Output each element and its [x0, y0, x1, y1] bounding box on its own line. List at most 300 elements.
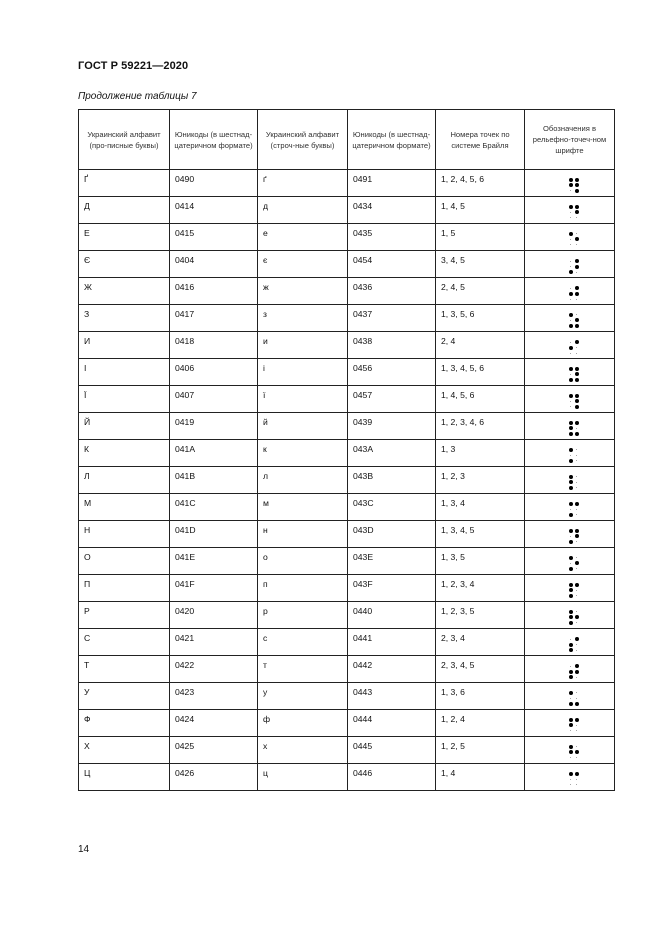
braille-dot-6: [575, 324, 579, 328]
lower-letter-cell: ї: [258, 386, 348, 413]
braille-dot-3: [569, 189, 573, 193]
braille-dots-cell: 1, 3, 5: [436, 548, 525, 575]
braille-dot-2: [569, 210, 573, 214]
braille-dot-6: [575, 243, 579, 247]
braille-dot-4: [575, 772, 579, 776]
braille-symbol-cell: [525, 224, 615, 251]
braille-dot-3: [569, 405, 573, 409]
upper-unicode-cell: 0404: [170, 251, 258, 278]
upper-unicode-cell: 041E: [170, 548, 258, 575]
braille-dot-6: [575, 432, 579, 436]
braille-dot-3: [569, 567, 573, 571]
braille-dot-2: [569, 318, 573, 322]
upper-unicode-cell: 041B: [170, 467, 258, 494]
braille-dots-cell: 2, 4: [436, 332, 525, 359]
lower-letter-cell: є: [258, 251, 348, 278]
braille-dot-3: [569, 594, 573, 598]
header-lower-letter: Украинский алфавит (строч-ные буквы): [258, 110, 348, 170]
braille-dot-4: [575, 556, 579, 560]
braille-dot-3: [569, 729, 573, 733]
braille-dot-3: [569, 540, 573, 544]
braille-dot-5: [575, 480, 579, 484]
braille-dot-2: [569, 399, 573, 403]
braille-dot-1: [569, 637, 573, 641]
lower-letter-cell: ґ: [258, 170, 348, 197]
braille-dot-2: [569, 750, 573, 754]
braille-dot-6: [575, 675, 579, 679]
table-row: [79, 548, 615, 575]
braille-dot-6: [575, 486, 579, 490]
lower-letter-cell: у: [258, 683, 348, 710]
lower-letter-cell: и: [258, 332, 348, 359]
braille-dot-6: [575, 270, 579, 274]
lower-unicode-cell: 0436: [348, 278, 436, 305]
braille-dot-6: [575, 540, 579, 544]
braille-dot-1: [569, 691, 573, 695]
braille-dot-4: [575, 583, 579, 587]
braille-dot-2: [569, 588, 573, 592]
braille-dots-cell: 1, 4: [436, 764, 525, 791]
header-upper-unicode: Юникоды (в шестнад-цатеричном формате): [170, 110, 258, 170]
braille-dot-4: [575, 529, 579, 533]
table-row: [79, 332, 615, 359]
table-header-row: [79, 110, 615, 170]
upper-unicode-cell: 0416: [170, 278, 258, 305]
braille-dot-5: [575, 534, 579, 538]
header-braille-dots: Номера точек по системе Брайля: [436, 110, 525, 170]
lower-unicode-cell: 0456: [348, 359, 436, 386]
upper-letter-cell: Є: [79, 251, 170, 278]
braille-dot-6: [575, 459, 579, 463]
lower-letter-cell: ц: [258, 764, 348, 791]
braille-dot-2: [569, 453, 573, 457]
braille-dot-3: [569, 513, 573, 517]
upper-letter-cell: Ц: [79, 764, 170, 791]
braille-dot-4: [575, 205, 579, 209]
lower-unicode-cell: 0444: [348, 710, 436, 737]
braille-symbol-cell: [525, 440, 615, 467]
table-row: [79, 521, 615, 548]
table-row: [79, 494, 615, 521]
document-title: ГОСТ Р 59221—2020: [78, 60, 189, 72]
braille-dot-6: [575, 513, 579, 517]
table-row: [79, 251, 615, 278]
upper-letter-cell: У: [79, 683, 170, 710]
lower-unicode-cell: 0441: [348, 629, 436, 656]
lower-unicode-cell: 0446: [348, 764, 436, 791]
braille-dot-4: [575, 421, 579, 425]
upper-unicode-cell: 0424: [170, 710, 258, 737]
braille-dot-5: [575, 777, 579, 781]
braille-dot-2: [569, 265, 573, 269]
braille-dot-4: [575, 313, 579, 317]
braille-dot-6: [575, 297, 579, 301]
lower-letter-cell: с: [258, 629, 348, 656]
braille-cell-icon: [569, 637, 579, 652]
lower-letter-cell: е: [258, 224, 348, 251]
braille-dot-1: [569, 205, 573, 209]
braille-dot-3: [569, 270, 573, 274]
braille-dot-3: [569, 216, 573, 220]
lower-unicode-cell: 0443: [348, 683, 436, 710]
braille-cell-icon: [569, 691, 579, 706]
upper-letter-cell: М: [79, 494, 170, 521]
braille-cell-icon: [569, 475, 579, 490]
braille-dot-1: [569, 340, 573, 344]
braille-dot-4: [575, 745, 579, 749]
braille-dot-2: [569, 643, 573, 647]
upper-letter-cell: П: [79, 575, 170, 602]
braille-dot-1: [569, 502, 573, 506]
braille-cell-icon: [569, 259, 579, 274]
lower-letter-cell: р: [258, 602, 348, 629]
braille-cell-icon: [569, 529, 579, 544]
braille-dots-cell: 1, 3, 4, 5, 6: [436, 359, 525, 386]
braille-dot-6: [575, 594, 579, 598]
braille-dot-3: [569, 297, 573, 301]
upper-letter-cell: Д: [79, 197, 170, 224]
braille-dot-6: [575, 351, 579, 355]
braille-dots-cell: 1, 3, 5, 6: [436, 305, 525, 332]
lower-letter-cell: ж: [258, 278, 348, 305]
lower-letter-cell: о: [258, 548, 348, 575]
table-row: [79, 656, 615, 683]
braille-symbol-cell: [525, 764, 615, 791]
upper-unicode-cell: 041C: [170, 494, 258, 521]
upper-letter-cell: Е: [79, 224, 170, 251]
lower-unicode-cell: 043F: [348, 575, 436, 602]
lower-unicode-cell: 0491: [348, 170, 436, 197]
upper-letter-cell: Ї: [79, 386, 170, 413]
braille-cell-icon: [569, 178, 579, 193]
lower-letter-cell: д: [258, 197, 348, 224]
braille-dot-4: [575, 691, 579, 695]
lower-unicode-cell: 0435: [348, 224, 436, 251]
braille-symbol-cell: [525, 656, 615, 683]
braille-symbol-cell: [525, 332, 615, 359]
header-braille-symbol: Обозначения в рельефно-точеч-ном шрифте: [525, 110, 615, 170]
braille-dot-4: [575, 286, 579, 290]
braille-symbol-cell: [525, 683, 615, 710]
lower-unicode-cell: 043A: [348, 440, 436, 467]
lower-unicode-cell: 0457: [348, 386, 436, 413]
table-body: [79, 170, 615, 791]
braille-dot-5: [575, 723, 579, 727]
braille-dot-4: [575, 475, 579, 479]
braille-dot-5: [575, 399, 579, 403]
lower-letter-cell: м: [258, 494, 348, 521]
braille-dot-4: [575, 610, 579, 614]
braille-dot-1: [569, 259, 573, 263]
braille-dot-1: [569, 610, 573, 614]
braille-cell-icon: [569, 502, 579, 517]
braille-dot-4: [575, 394, 579, 398]
braille-symbol-cell: [525, 197, 615, 224]
braille-dot-5: [575, 265, 579, 269]
braille-dot-3: [569, 621, 573, 625]
lower-letter-cell: л: [258, 467, 348, 494]
braille-cell-icon: [569, 448, 579, 463]
upper-letter-cell: Й: [79, 413, 170, 440]
braille-dot-2: [569, 183, 573, 187]
table-row: [79, 602, 615, 629]
header-upper-letter: Украинский алфавит (про-писные буквы): [79, 110, 170, 170]
braille-dot-3: [569, 378, 573, 382]
braille-dot-3: [569, 648, 573, 652]
upper-unicode-cell: 0421: [170, 629, 258, 656]
table-row: [79, 764, 615, 791]
braille-dot-1: [569, 421, 573, 425]
braille-cell-icon: [569, 772, 579, 787]
lower-unicode-cell: 0438: [348, 332, 436, 359]
braille-dots-cell: 2, 4, 5: [436, 278, 525, 305]
braille-dot-2: [569, 507, 573, 511]
braille-dot-1: [569, 313, 573, 317]
braille-dot-2: [569, 561, 573, 565]
braille-cell-icon: [569, 745, 579, 760]
braille-dots-cell: 1, 2, 5: [436, 737, 525, 764]
table-row: [79, 737, 615, 764]
lower-unicode-cell: 043D: [348, 521, 436, 548]
table-row: [79, 359, 615, 386]
braille-cell-icon: [569, 205, 579, 220]
table-row: [79, 683, 615, 710]
braille-dot-6: [575, 621, 579, 625]
braille-symbol-cell: [525, 629, 615, 656]
braille-table: [78, 109, 615, 791]
upper-unicode-cell: 0426: [170, 764, 258, 791]
braille-dot-5: [575, 372, 579, 376]
upper-letter-cell: О: [79, 548, 170, 575]
upper-letter-cell: И: [79, 332, 170, 359]
table-caption: Продолжение таблицы 7: [78, 91, 197, 102]
table-row: [79, 386, 615, 413]
braille-dot-2: [569, 696, 573, 700]
braille-dot-1: [569, 394, 573, 398]
braille-dot-2: [569, 426, 573, 430]
upper-letter-cell: І: [79, 359, 170, 386]
upper-unicode-cell: 0418: [170, 332, 258, 359]
braille-dot-1: [569, 178, 573, 182]
upper-letter-cell: С: [79, 629, 170, 656]
braille-dot-4: [575, 637, 579, 641]
page-number: 14: [78, 844, 90, 855]
lower-unicode-cell: 043B: [348, 467, 436, 494]
braille-symbol-cell: [525, 494, 615, 521]
braille-cell-icon: [569, 718, 579, 733]
braille-cell-icon: [569, 556, 579, 571]
upper-letter-cell: З: [79, 305, 170, 332]
upper-unicode-cell: 0425: [170, 737, 258, 764]
braille-dot-3: [569, 486, 573, 490]
braille-symbol-cell: [525, 413, 615, 440]
table-row: [79, 575, 615, 602]
braille-dot-1: [569, 529, 573, 533]
braille-dot-6: [575, 405, 579, 409]
braille-cell-icon: [569, 394, 579, 409]
braille-dot-1: [569, 664, 573, 668]
braille-cell-icon: [569, 610, 579, 625]
upper-letter-cell: Ф: [79, 710, 170, 737]
braille-dots-cell: 1, 2, 3, 5: [436, 602, 525, 629]
braille-dot-6: [575, 729, 579, 733]
lower-unicode-cell: 0445: [348, 737, 436, 764]
header-lower-unicode: Юникоды (в шестнад-цатеричном формате): [348, 110, 436, 170]
lower-letter-cell: і: [258, 359, 348, 386]
braille-dot-1: [569, 367, 573, 371]
braille-cell-icon: [569, 367, 579, 382]
braille-dot-5: [575, 453, 579, 457]
upper-unicode-cell: 041D: [170, 521, 258, 548]
braille-dot-4: [575, 448, 579, 452]
table-row: [79, 413, 615, 440]
braille-dot-4: [575, 340, 579, 344]
braille-dot-6: [575, 567, 579, 571]
braille-dot-6: [575, 783, 579, 787]
lower-unicode-cell: 0434: [348, 197, 436, 224]
upper-letter-cell: К: [79, 440, 170, 467]
braille-symbol-cell: [525, 386, 615, 413]
braille-dot-1: [569, 448, 573, 452]
table-row: [79, 224, 615, 251]
lower-unicode-cell: 0454: [348, 251, 436, 278]
braille-symbol-cell: [525, 710, 615, 737]
braille-dots-cell: 3, 4, 5: [436, 251, 525, 278]
braille-dot-1: [569, 772, 573, 776]
braille-dot-2: [569, 346, 573, 350]
braille-dot-4: [575, 718, 579, 722]
braille-dots-cell: 1, 3: [436, 440, 525, 467]
braille-dot-1: [569, 718, 573, 722]
braille-dot-1: [569, 556, 573, 560]
lower-letter-cell: з: [258, 305, 348, 332]
table-row: [79, 467, 615, 494]
lower-unicode-cell: 0442: [348, 656, 436, 683]
braille-dot-2: [569, 480, 573, 484]
upper-letter-cell: Т: [79, 656, 170, 683]
upper-unicode-cell: 0406: [170, 359, 258, 386]
upper-unicode-cell: 0417: [170, 305, 258, 332]
braille-dot-5: [575, 346, 579, 350]
braille-dot-3: [569, 351, 573, 355]
braille-cell-icon: [569, 340, 579, 355]
braille-dot-5: [575, 183, 579, 187]
braille-dot-2: [569, 292, 573, 296]
braille-symbol-cell: [525, 521, 615, 548]
braille-dot-4: [575, 178, 579, 182]
braille-dot-3: [569, 324, 573, 328]
lower-letter-cell: х: [258, 737, 348, 764]
braille-dot-2: [569, 670, 573, 674]
upper-unicode-cell: 0420: [170, 602, 258, 629]
braille-dot-3: [569, 675, 573, 679]
braille-dot-6: [575, 648, 579, 652]
table-row: [79, 710, 615, 737]
lower-unicode-cell: 0439: [348, 413, 436, 440]
upper-unicode-cell: 0415: [170, 224, 258, 251]
upper-unicode-cell: 0407: [170, 386, 258, 413]
upper-letter-cell: Ґ: [79, 170, 170, 197]
braille-dot-4: [575, 259, 579, 263]
braille-cell-icon: [569, 421, 579, 436]
braille-dot-5: [575, 670, 579, 674]
braille-dot-5: [575, 210, 579, 214]
braille-dot-2: [569, 615, 573, 619]
braille-symbol-cell: [525, 737, 615, 764]
braille-dot-3: [569, 432, 573, 436]
braille-dot-2: [569, 534, 573, 538]
braille-cell-icon: [569, 664, 579, 679]
braille-dots-cell: 1, 4, 5, 6: [436, 386, 525, 413]
lower-unicode-cell: 0440: [348, 602, 436, 629]
upper-unicode-cell: 041F: [170, 575, 258, 602]
braille-dots-cell: 2, 3, 4, 5: [436, 656, 525, 683]
braille-dot-4: [575, 664, 579, 668]
braille-cell-icon: [569, 232, 579, 247]
braille-dot-2: [569, 237, 573, 241]
braille-dot-5: [575, 426, 579, 430]
table-row: [79, 197, 615, 224]
upper-unicode-cell: 041A: [170, 440, 258, 467]
braille-dots-cell: 1, 2, 3: [436, 467, 525, 494]
upper-unicode-cell: 0414: [170, 197, 258, 224]
braille-dot-5: [575, 615, 579, 619]
upper-letter-cell: Ж: [79, 278, 170, 305]
lower-letter-cell: т: [258, 656, 348, 683]
braille-dot-1: [569, 583, 573, 587]
table-row: [79, 440, 615, 467]
upper-unicode-cell: 0422: [170, 656, 258, 683]
braille-cell-icon: [569, 286, 579, 301]
braille-dot-6: [575, 189, 579, 193]
braille-dot-2: [569, 372, 573, 376]
braille-dot-2: [569, 777, 573, 781]
braille-symbol-cell: [525, 359, 615, 386]
table-row: [79, 170, 615, 197]
braille-dot-3: [569, 243, 573, 247]
braille-dot-5: [575, 561, 579, 565]
table-row: [79, 278, 615, 305]
braille-dot-5: [575, 237, 579, 241]
braille-dot-3: [569, 702, 573, 706]
braille-dots-cell: 1, 2, 4: [436, 710, 525, 737]
braille-dot-4: [575, 367, 579, 371]
lower-unicode-cell: 043C: [348, 494, 436, 521]
lower-letter-cell: п: [258, 575, 348, 602]
lower-letter-cell: н: [258, 521, 348, 548]
braille-symbol-cell: [525, 467, 615, 494]
braille-symbol-cell: [525, 602, 615, 629]
braille-dot-1: [569, 475, 573, 479]
braille-dots-cell: 1, 3, 4: [436, 494, 525, 521]
braille-dots-cell: 1, 4, 5: [436, 197, 525, 224]
braille-dots-cell: 1, 2, 4, 5, 6: [436, 170, 525, 197]
upper-letter-cell: Л: [79, 467, 170, 494]
upper-letter-cell: Х: [79, 737, 170, 764]
lower-letter-cell: ф: [258, 710, 348, 737]
braille-dots-cell: 1, 3, 6: [436, 683, 525, 710]
braille-cell-icon: [569, 313, 579, 328]
upper-letter-cell: Р: [79, 602, 170, 629]
braille-dots-cell: 2, 3, 4: [436, 629, 525, 656]
braille-dot-3: [569, 783, 573, 787]
upper-unicode-cell: 0490: [170, 170, 258, 197]
braille-dot-1: [569, 745, 573, 749]
braille-dot-6: [575, 216, 579, 220]
braille-dot-3: [569, 756, 573, 760]
braille-symbol-cell: [525, 575, 615, 602]
braille-dot-5: [575, 696, 579, 700]
